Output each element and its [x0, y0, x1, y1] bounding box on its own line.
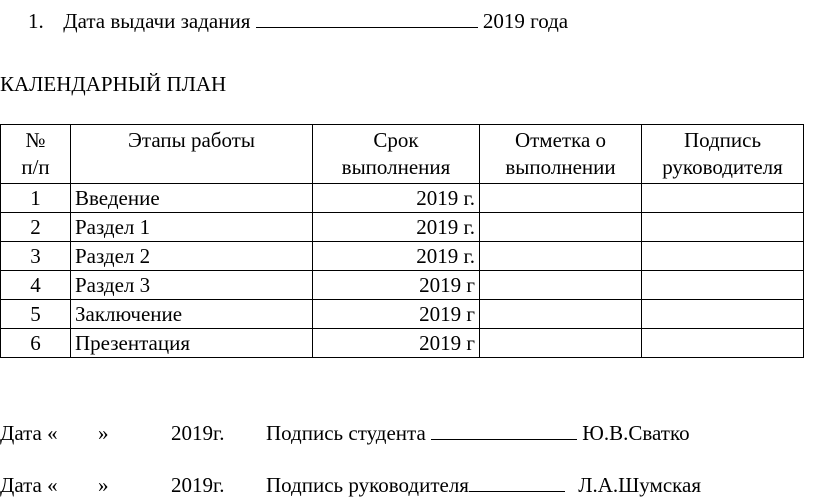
table-row [1, 213, 804, 242]
row-term: 2019 г [313, 300, 480, 329]
row-stage: Раздел 2 [71, 242, 313, 271]
table-row [1, 242, 804, 271]
row-stage: Раздел 3 [71, 271, 313, 300]
student-sign-label: Подпись студента [266, 421, 426, 445]
row-mark-cell[interactable] [480, 242, 642, 271]
row-stage: Заключение [71, 300, 313, 329]
header-sign-line2: руководителя [662, 155, 783, 179]
supervisor-year: 2019г. [171, 473, 225, 497]
row-sign-cell[interactable] [642, 271, 804, 300]
supervisor-sign-blank[interactable] [469, 470, 565, 492]
row-stage: Раздел 1 [71, 213, 313, 242]
supervisor-sign-label: Подпись руководителя [266, 473, 469, 497]
header-stage [71, 125, 313, 184]
supervisor-date-close: » [98, 473, 109, 497]
header-num-line2: п/п [21, 155, 50, 179]
plan-title: КАЛЕНДАРНЫЙ ПЛАН [0, 72, 227, 96]
row-term: 2019 г [313, 271, 480, 300]
row-term: 2019 г [313, 329, 480, 358]
row-sign-cell[interactable] [642, 184, 804, 213]
header-term-line1: Срок [373, 128, 419, 152]
row-sign-cell[interactable] [642, 329, 804, 358]
row-term: 2019 г. [313, 213, 480, 242]
table-row [1, 271, 804, 300]
student-year: 2019г. [171, 421, 225, 445]
header-mark-line1: Отметка о [514, 128, 607, 152]
table-header-row [1, 125, 804, 184]
row-mark-cell[interactable] [480, 184, 642, 213]
row-stage: Презентация [71, 329, 313, 358]
item-number: 1. [28, 9, 44, 33]
row-num: 4 [1, 271, 71, 300]
header-num-line1: № [25, 128, 46, 152]
issue-date-label: Дата выдачи задания [63, 9, 251, 33]
row-num: 5 [1, 300, 71, 329]
row-num: 6 [1, 329, 71, 358]
supervisor-name: Л.А.Шумская [578, 473, 702, 497]
row-num: 2 [1, 213, 71, 242]
student-date-close: » [98, 421, 109, 445]
row-term: 2019 г. [313, 184, 480, 213]
row-mark-cell[interactable] [480, 329, 642, 358]
header-mark-line2: выполнении [505, 155, 616, 179]
row-sign-cell[interactable] [642, 242, 804, 271]
row-sign-cell[interactable] [642, 213, 804, 242]
row-stage: Введение [71, 184, 313, 213]
issue-date-blank[interactable] [256, 6, 478, 28]
student-signature-line [0, 418, 690, 446]
row-sign-cell[interactable] [642, 300, 804, 329]
student-name: Ю.В.Сватко [582, 421, 690, 445]
row-term: 2019 г. [313, 242, 480, 271]
row-mark-cell[interactable] [480, 271, 642, 300]
issue-date-line [28, 6, 568, 34]
row-mark-cell[interactable] [480, 213, 642, 242]
student-date-open: Дата « [0, 421, 58, 445]
row-mark-cell[interactable] [480, 300, 642, 329]
table-row [1, 300, 804, 329]
header-mark [480, 125, 642, 184]
header-stage-line1: Этапы работы [128, 128, 255, 152]
calendar-plan-table [0, 124, 804, 358]
header-num [1, 125, 71, 184]
row-num: 3 [1, 242, 71, 271]
header-term-line2: выполнения [341, 155, 451, 179]
table-row [1, 184, 804, 213]
row-num: 1 [1, 184, 71, 213]
student-sign-blank[interactable] [431, 418, 577, 440]
header-sign-line1: Подпись [683, 128, 762, 152]
header-sign [642, 125, 804, 184]
issue-year: 2019 года [482, 9, 569, 33]
header-term [313, 125, 480, 184]
supervisor-signature-line [0, 470, 701, 498]
supervisor-date-open: Дата « [0, 473, 58, 497]
table-row [1, 329, 804, 358]
